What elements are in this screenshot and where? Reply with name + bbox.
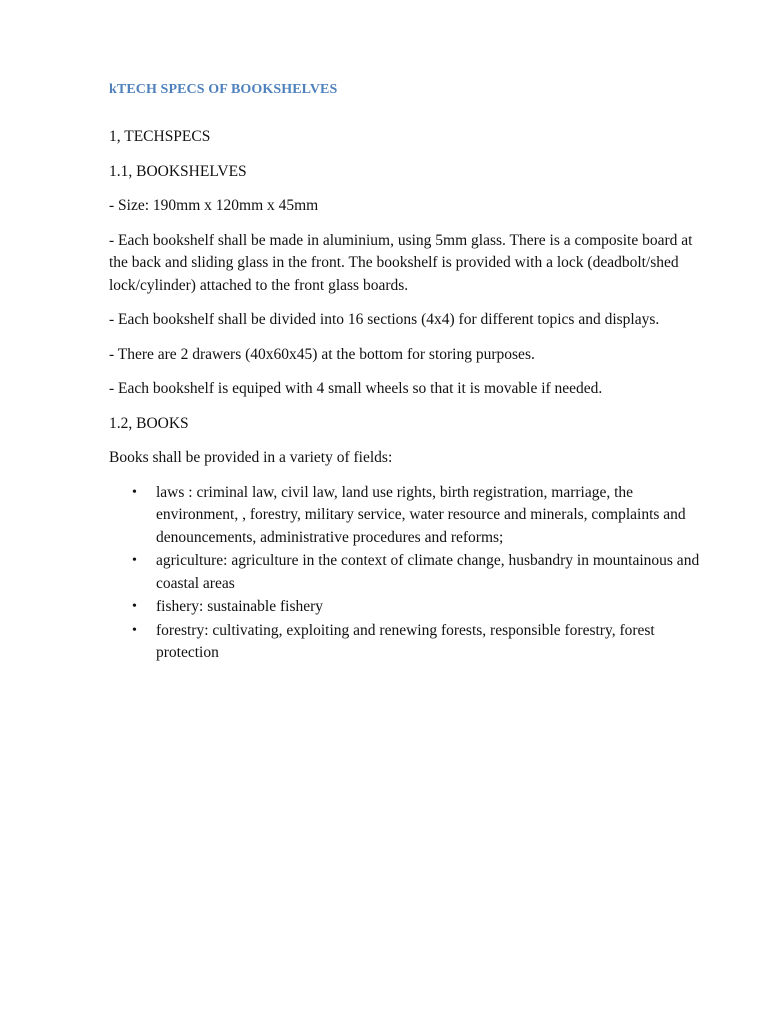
bullet-icon: •	[132, 599, 137, 614]
fields-bullet-list	[109, 482, 709, 665]
bullet-icon: •	[132, 622, 137, 638]
list-item	[109, 620, 709, 665]
list-item	[109, 550, 709, 595]
document-title: kTECH SPECS OF BOOKSHELVES	[109, 82, 338, 97]
books-intro: Books shall be provided in a variety of fields:	[109, 449, 393, 466]
subsection-heading-books: 1.2, BOOKS	[109, 414, 189, 432]
drawers-paragraph: - There are 2 drawers (40x60x45) at the bottom for storing purposes.	[109, 345, 535, 363]
subsection-heading-bookshelves: 1.1, BOOKSHELVES	[109, 162, 247, 180]
document-body	[109, 80, 709, 666]
section-heading-techspecs: 1, TECHSPECS	[109, 128, 211, 145]
list-item-text: laws : criminal law, civil law, land use rights, birth registration, marriage, the environment, , forestry, military service, water resource and minerals, complaints and denouncements, administrative procedures and reforms;	[156, 483, 686, 546]
list-item	[109, 596, 709, 619]
list-item	[109, 482, 709, 550]
size-line: - Size: 190mm x 120mm x 45mm	[109, 197, 319, 214]
bullet-icon: •	[132, 553, 137, 568]
list-item-text: fishery: sustainable fishery	[156, 598, 324, 615]
bullet-icon: •	[132, 484, 137, 500]
list-item-text: forestry: cultivating, exploiting and renewing forests, responsible forestry, forest protection	[156, 621, 655, 661]
material-paragraph: - Each bookshelf shall be made in aluminium, using 5mm glass. There is a composite board at the back and sliding glass in the front. The bookshelf is provided with a lock (deadbolt/shed lock/cylinder) attached to the front glass boards.	[109, 231, 693, 294]
list-item-text: agriculture: agriculture in the context of climate change, husbandry in mountainous and coastal areas	[156, 552, 700, 592]
sections-paragraph: - Each bookshelf shall be divided into 16 sections (4x4) for different topics and displays.	[109, 311, 660, 328]
wheels-paragraph: - Each bookshelf is equiped with 4 small wheels so that it is movable if needed.	[109, 380, 603, 397]
